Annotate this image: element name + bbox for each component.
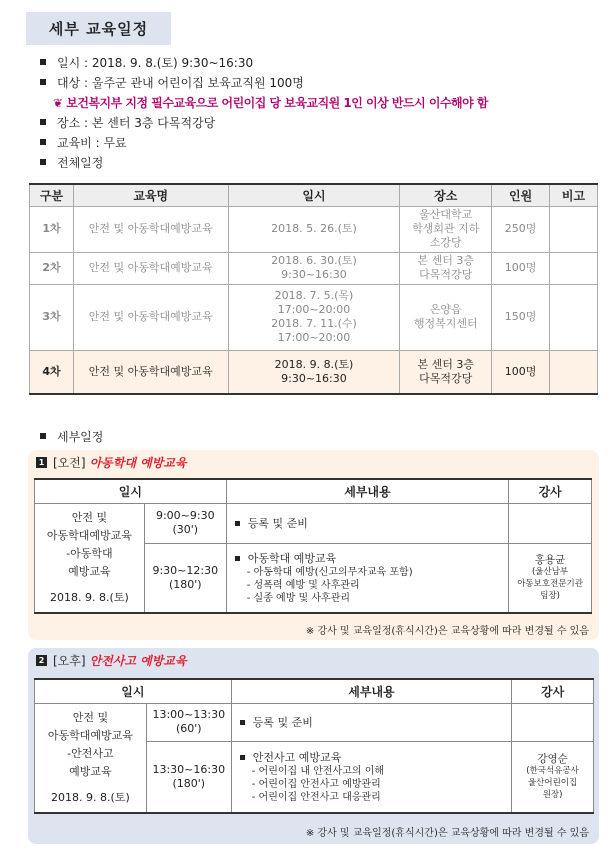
table-row	[30, 252, 598, 284]
instructor-org: (울산남부 아동보호전문기관 팀장)	[517, 566, 583, 601]
morning-prefix: [오전]	[53, 456, 86, 470]
number-two-icon: 2	[36, 655, 47, 666]
slot-sub-item: - 어린이집 내 안전사고의 이해	[251, 766, 385, 778]
bullet-icon	[240, 720, 245, 725]
table-row	[35, 703, 594, 741]
info-fee-text: 교육비 : 무료	[57, 135, 127, 150]
cell-people: 100명	[492, 350, 550, 394]
instructor-name: 홍용균	[534, 553, 566, 566]
morning-table	[34, 478, 592, 614]
course-cell	[35, 503, 145, 613]
afternoon-title-text: 안전사고 예방교육	[89, 654, 187, 668]
slot-sub-item: - 어린이집 안전사고 대응관리	[251, 792, 381, 804]
bullet-icon	[40, 139, 46, 145]
info-overall-text: 전체일정	[57, 155, 104, 170]
cell-place: 울산대학교 학생회관 지하 소강당	[400, 206, 492, 252]
instructor-org: (한국석유공사 울산어린이집 원장)	[526, 765, 579, 800]
bullet-icon	[40, 433, 46, 439]
cell-people: 250명	[492, 206, 550, 252]
col-header: 교육명	[73, 184, 228, 206]
bullet-icon	[40, 159, 46, 165]
table-row	[30, 350, 598, 394]
afternoon-section	[28, 648, 599, 844]
cell-name: 안전 및 아동학대예방교육	[73, 206, 228, 252]
slot-time: 9:30~12:30 (180')	[144, 543, 226, 613]
info-date-text: 일시 : 2018. 9. 8.(토) 9:30~16:30	[57, 55, 254, 70]
number-one-icon: 1	[36, 457, 47, 468]
slot-sub-item: - 성폭력 예방 및 사후관리	[246, 580, 360, 592]
col-header: 구분	[30, 184, 74, 206]
cell-remark	[550, 350, 598, 394]
table-row	[30, 284, 598, 350]
col-header: 강사	[509, 479, 592, 503]
info-list	[40, 52, 488, 172]
bullet-icon	[40, 59, 46, 65]
course-cell	[35, 703, 147, 813]
course-name: 안전 및 아동학대예방교육 -안전사고 예방교육	[47, 710, 133, 778]
course-date: 2018. 9. 8.(토)	[50, 590, 129, 604]
slot-content-main: 안전사고 예방교육	[252, 751, 342, 765]
cell-place: 온양읍 행정복지센터	[400, 284, 492, 350]
info-place	[40, 112, 488, 132]
course-name: 안전 및 아동학대예방교육 -아동학대 예방교육	[46, 510, 132, 578]
cell-name: 안전 및 아동학대예방교육	[73, 350, 228, 394]
info-overall	[40, 152, 488, 172]
col-header: 일시	[228, 184, 400, 206]
cell-ord: 3차	[30, 284, 74, 350]
cell-name: 안전 및 아동학대예방교육	[73, 252, 228, 284]
cell-ord: 2차	[30, 252, 74, 284]
cell-name: 안전 및 아동학대예방교육	[73, 284, 228, 350]
info-place-text: 장소 : 본 센터 3층 다목적강당	[57, 115, 216, 130]
cell-remark	[550, 252, 598, 284]
bullet-icon	[240, 755, 245, 760]
bullet-icon	[235, 556, 240, 561]
slot-content	[231, 703, 511, 741]
page-title: 세부 교육일정	[26, 12, 171, 45]
instructor-cell	[509, 543, 592, 613]
col-header: 장소	[400, 184, 492, 206]
cell-remark	[550, 206, 598, 252]
slot-content-text: 등록 및 준비	[247, 517, 308, 530]
afternoon-title	[36, 652, 186, 669]
col-header: 일시	[35, 679, 232, 703]
slot-time: 13:30~16:30 (180')	[146, 741, 231, 813]
bullet-icon	[40, 119, 46, 125]
slot-content-text: 등록 및 준비	[252, 716, 313, 729]
slot-sub-item: - 아동학대 예방(신고의무자교육 포함)	[246, 567, 413, 579]
bullet-icon	[235, 521, 240, 526]
col-header: 강사	[512, 679, 594, 703]
morning-title-text: 아동학대 예방교육	[89, 456, 187, 470]
col-header: 세부내용	[226, 479, 508, 503]
instructor-cell	[512, 741, 594, 813]
afternoon-prefix: [오후]	[53, 654, 86, 668]
slot-content	[231, 741, 511, 813]
cell-people: 100명	[492, 252, 550, 284]
col-header: 일시	[35, 479, 227, 503]
cell-place: 본 센터 3층 다목적강당	[400, 350, 492, 394]
col-header: 인원	[492, 184, 550, 206]
col-header: 세부내용	[231, 679, 511, 703]
slot-time: 13:00~13:30 (60')	[146, 703, 231, 741]
cell-people: 150명	[492, 284, 550, 350]
info-target-text: 대상 : 울주군 관내 어린이집 보육교직원 100명	[57, 75, 304, 90]
table-row	[30, 206, 598, 252]
cell-date: 2018. 5. 26.(토)	[228, 206, 400, 252]
instructor-name: 강영순	[537, 752, 568, 765]
info-note	[40, 92, 488, 112]
info-fee	[40, 132, 488, 152]
afternoon-footnote: ※ 강사 및 교육일정(휴식시간)은 교육상황에 따라 변경될 수 있음	[305, 828, 589, 839]
cell-date: 2018. 9. 8.(토) 9:30~16:30	[228, 350, 400, 394]
detail-label-text: 세부일정	[57, 429, 104, 444]
cell-ord: 4차	[30, 350, 74, 394]
slot-content	[226, 503, 508, 543]
instructor-cell-empty	[512, 703, 594, 741]
cell-date: 2018. 7. 5.(목) 17:00~20:00 2018. 7. 11.(수) 17:00~20:00	[228, 284, 400, 350]
cell-date: 2018. 6. 30.(토) 9:30~16:30	[228, 252, 400, 284]
slot-content	[226, 543, 508, 613]
morning-section	[28, 450, 599, 640]
morning-footnote: ※ 강사 및 교육일정(휴식시간)은 교육상황에 따라 변경될 수 있음	[305, 626, 589, 637]
table-row	[35, 503, 592, 543]
slot-time: 9:00~9:30 (30')	[144, 503, 226, 543]
afternoon-table	[34, 678, 594, 814]
col-header: 비고	[550, 184, 598, 206]
instructor-cell-empty	[509, 503, 592, 543]
cell-ord: 1차	[30, 206, 74, 252]
overall-schedule-table	[29, 183, 598, 395]
heart-bullet-icon: ❦	[53, 95, 63, 110]
info-date	[40, 52, 488, 72]
bullet-icon	[40, 79, 46, 85]
slot-sub-item: - 실종 예방 및 사후관리	[246, 593, 351, 605]
detail-schedule-label	[40, 427, 103, 445]
morning-title	[36, 454, 186, 471]
info-note-text: 보건복지부 지정 필수교육으로 어린이집 당 보육교직원 1인 이상 반드시 이수해야 함	[66, 95, 489, 110]
cell-remark	[550, 284, 598, 350]
course-date: 2018. 9. 8.(토)	[51, 790, 130, 804]
info-target	[40, 72, 488, 92]
cell-place: 본 센터 3층 다목적강당	[400, 252, 492, 284]
slot-content-main: 아동학대 예방교육	[247, 552, 337, 566]
slot-sub-item: - 어린이집 안전사고 예방관리	[251, 779, 381, 791]
